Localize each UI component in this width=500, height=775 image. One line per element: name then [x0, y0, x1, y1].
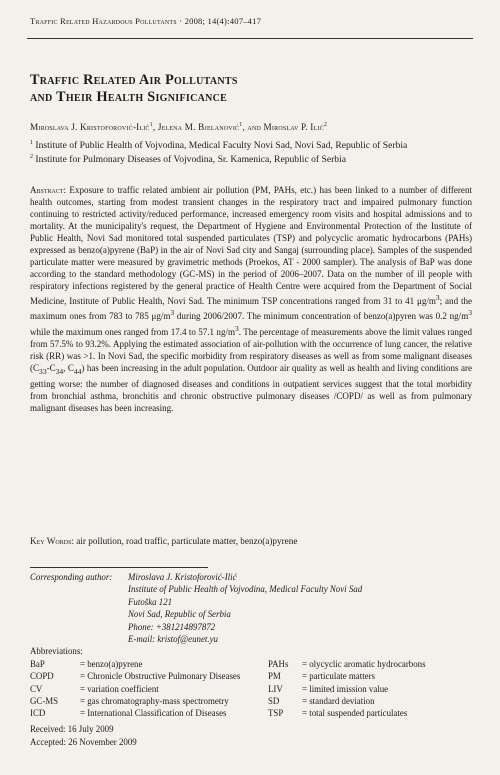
- author-name: Miroslav P. Ilić: [263, 122, 324, 133]
- abbr-key: TSP: [268, 708, 284, 719]
- abbr-key: PAHs: [268, 659, 289, 669]
- abbr-value: = gas chromatography-mass spectrometry: [80, 695, 229, 706]
- abbreviation-row: [30, 658, 260, 670]
- author-affil-mark: 1: [149, 122, 153, 128]
- abbreviation-row: [30, 707, 260, 719]
- abstract-text: during 2006/2007. The minimum concentration of benzo(a)pyren was 0.2 ng/m: [174, 311, 469, 322]
- author-affil-mark: 1: [239, 122, 243, 128]
- author-name: Jelena M. Bjelanović: [157, 122, 240, 133]
- abbr-value: = Chronicle Obstructive Pulmonary Diseases: [80, 671, 241, 682]
- abbr-key: ICD: [30, 708, 46, 719]
- abbreviation-row: [268, 670, 473, 682]
- abstract: [30, 184, 472, 414]
- affil-mark: 1: [30, 140, 33, 146]
- corresponding-details: [128, 571, 362, 645]
- subscript: 34: [55, 366, 64, 376]
- received-date: Received: 16 July 2009: [30, 724, 114, 734]
- abstract-text: ; and the maximum ones from 783 to 785 μg/m: [30, 296, 473, 322]
- journal-name: Traffic Related Hazardous Pollutants: [30, 16, 177, 26]
- keywords: [30, 536, 297, 546]
- abbreviation-row: [268, 707, 473, 719]
- author-name: Miroslava J. Kristoforović-Ilić: [30, 122, 150, 133]
- abbr-key: CV: [30, 683, 43, 694]
- superscript: 3: [468, 308, 472, 318]
- corresponding-city: Novi Sad, Republic of Serbia: [128, 609, 231, 620]
- abbreviation-row: [30, 695, 260, 707]
- affiliation: [30, 140, 407, 151]
- abbreviation-row: [30, 683, 260, 695]
- abbr-value: = olycyclic aromatic hydrocarbons: [302, 659, 426, 669]
- author-separator: , and: [242, 122, 264, 133]
- abbr-value: = total suspended particulates: [302, 708, 408, 719]
- abbr-value: = particulate matters: [302, 671, 376, 682]
- abstract-text: , C: [63, 362, 74, 373]
- abstract-text: . The percentage of measurements above the limit values ranged from 57.5% to 93.2%. Applying the estimated association of air-pollution with the occurrence of lung cancer, the relative risk (RR) was >1. In Novi Sad, the specific morbidity from respiratory diseases as well as from some malignant diseases (C: [30, 326, 472, 373]
- abstract-text: Exposure to traffic related ambient air pollution (PM, PAHs, etc.) has been linked to a number of different health outcomes, starting from modest transient changes in the respiratory tract and impaired pulmonary function continuing to restricted activity/reduced performance, increased emergency room visits and hospital admissions and to mortality. At the municipality's request, the Department of Hygiene and Environmental Protection of the Institute of Public Health, Novi Sad monitored total suspended particulates (TSP) and polycyclic aromatic hydrocarbons (PAHs) expressed as benzo(a)pyrene (BaP) in the air of Novi Sad city and Sangaj (surrounding place). Samples of the suspended particulate matter were measured by gravimetric methods (Proekos, AT - 2000 sampler). The analysis of BaP was done according to the standard methodology (GC-MS) in the period of 2006–2007. Data on the number of ill people with respiratory infections registered by the general practice of Health Centre were acquired from the Department of Social Medicine, Institute of Public Health, Novi Sad. The minimum TSP concentrations ranged from 31 to 41 μg/m: [30, 185, 472, 307]
- abstract-label: Abstract:: [30, 185, 67, 195]
- keywords-text: air pollution, road traffic, particulate matter, benzo(a)pyrene: [74, 536, 298, 546]
- corresponding-email[interactable]: E-mail: kristof@eunet.yu: [128, 634, 218, 645]
- corresponding-label: Corresponding author:: [30, 572, 113, 582]
- footnote-rule: [30, 567, 208, 568]
- corresponding-phone: Phone: +381214897872: [128, 621, 216, 632]
- abbr-value: = variation coefficient: [80, 683, 159, 694]
- keywords-label: Key Words:: [30, 536, 74, 546]
- author-affil-mark: 2: [323, 122, 328, 128]
- abbr-key: BaP: [30, 659, 45, 669]
- affiliation: [30, 154, 346, 165]
- author-separator: ,: [152, 122, 158, 133]
- article-dates: [30, 723, 137, 748]
- citation: · 2008; 14(4):407–417: [176, 16, 262, 26]
- abbr-value: = benzo(a)pyrene: [80, 659, 143, 669]
- corresponding-institution: Institute of Public Health of Vojvodina, Medical Faculty Novi Sad: [128, 584, 363, 595]
- abbreviations-right: [268, 658, 473, 719]
- abstract-text: while the maximum ones ranged from 17.4 to 57.1 ng/m: [30, 326, 236, 337]
- running-header: [30, 16, 261, 26]
- subscript: 33: [39, 366, 47, 376]
- abstract-text: ) has been increasing in the adult population. Outdoor air quality as well as health and living conditions are getting worse: the number of diagnosed diseases and conditions in outpatient services suggest that the total morbidity from bronchial asthma, bronchitis and chronic obstructive pulmonary diseases /COPD/ as well as from pulmonary malignant diseases has been increasing.: [30, 362, 472, 413]
- abbreviations-left: [30, 658, 260, 719]
- abbr-key: COPD: [30, 671, 54, 682]
- superscript: 3: [435, 293, 440, 303]
- subscript: 44: [73, 366, 82, 376]
- header-rule: [27, 38, 473, 39]
- abstract-text: -C: [46, 362, 56, 373]
- abbreviation-row: [268, 695, 473, 707]
- superscript: 3: [235, 323, 239, 333]
- abbr-value: = standard deviation: [302, 695, 375, 706]
- superscript: 3: [170, 308, 175, 318]
- corresponding-street: Futoška 121: [128, 596, 173, 607]
- abbreviation-row: [30, 670, 260, 682]
- abbr-value: = limited imission value: [302, 683, 389, 694]
- author-list: [30, 122, 327, 132]
- abbreviations-title: Abbreviations:: [30, 646, 83, 656]
- affil-mark: 2: [30, 154, 33, 160]
- abbr-key: LIV: [268, 683, 283, 694]
- abbreviation-row: [268, 658, 473, 670]
- affil-text: Institute of Public Health of Vojvodina, Medical Faculty Novi Sad, Novi Sad, Republic of Serbia: [35, 140, 408, 152]
- title-line-1: Traffic Related Air Pollutants: [30, 72, 238, 88]
- abbr-key: GC-MS: [30, 695, 59, 706]
- abbr-value: = International Classification of Diseases: [80, 708, 227, 719]
- article-title: [30, 72, 470, 106]
- abbr-key: SD: [268, 695, 280, 706]
- corresponding-name: Miroslava J. Kristoforović-Ilić: [128, 572, 237, 582]
- accepted-date: Accepted: 26 November 2009: [30, 736, 137, 747]
- title-line-2: and Their Health Significance: [30, 89, 228, 105]
- affil-text: Institute for Pulmonary Diseases of Vojvodina, Sr. Kamenica, Republic of Serbia: [35, 154, 346, 166]
- abbr-key: PM: [268, 671, 281, 682]
- abbreviation-row: [268, 683, 473, 695]
